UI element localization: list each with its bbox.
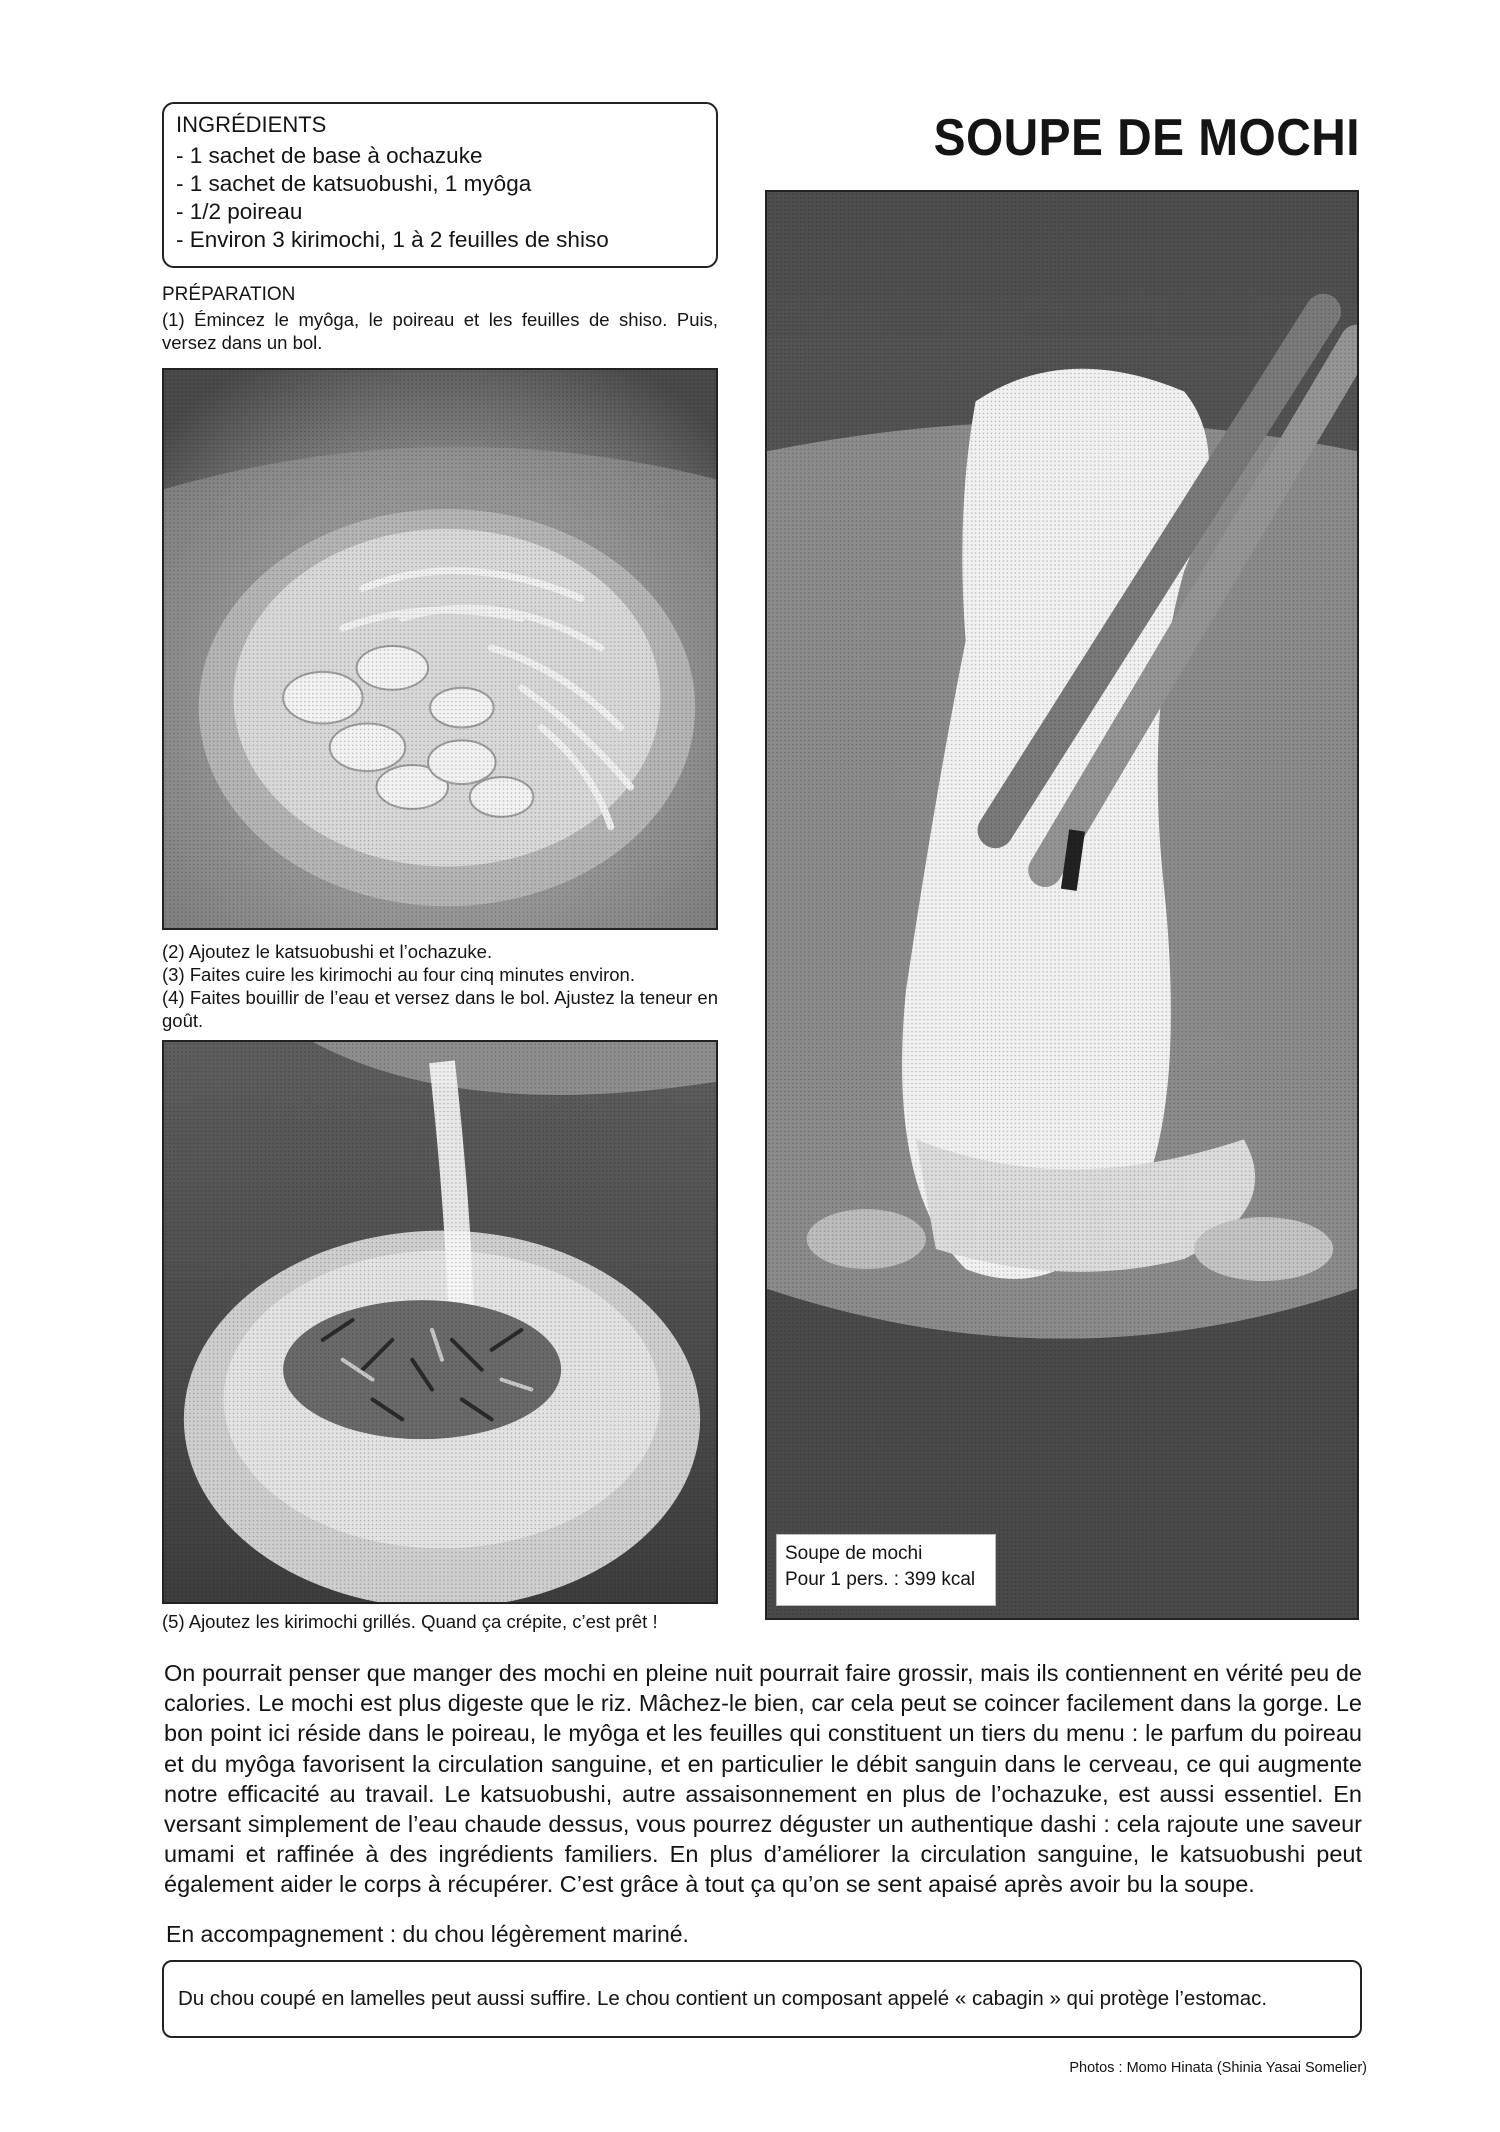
ingredients-list [176,142,704,254]
ingredients-box [162,102,718,268]
photo-credit: Photos : Momo Hinata (Shinia Yasai Somelier) [1069,2060,1367,2076]
step-2: (2) Ajoutez le katsuobushi et l’ochazuke. [162,941,493,962]
step-5: (5) Ajoutez les kirimochi grillés. Quand ça crépite, c’est prêt ! [162,1611,658,1632]
ingredient-item: - 1/2 poireau [176,198,704,226]
accompaniment-text: En accompagnement : du chou légèrement mariné. [166,1921,689,1947]
photo-caption [776,1534,996,1606]
ingredient-item: - 1 sachet de base à ochazuke [176,142,704,170]
tip-text: Du chou coupé en lamelles peut aussi suffire. Le chou contient un composant appelé « cabagin » qui protège l’estomac. [178,1987,1268,2010]
photo-pouring-water [162,1040,718,1604]
step-4: (4) Faites bouillir de l’eau et versez dans le bol. Ajustez la teneur en goût. [162,987,718,1031]
photo-mochi-soup [765,190,1359,1620]
caption-calories: Pour 1 pers. : 399 kcal [785,1569,976,1590]
ingredient-item: - Environ 3 kirimochi, 1 à 2 feuilles de shiso [176,226,704,254]
ingredients-heading: INGRÉDIENTS [176,112,327,137]
body-paragraph: On pourrait penser que manger des mochi en pleine nuit pourrait faire grossir, mais ils contiennent en vérité peu de calories. Le mochi est plus digeste que le riz. Mâchez-le bien, car cela peut se coincer facilement dans la gorge. Le bon point ici réside dans le poireau, le myôga et les feuilles qui constituent un tiers du menu : le parfum du poireau et du myôga favorisent la circulation sanguine, et en particulier le débit sanguin dans le cerveau, ce qui augmente notre efficacité au travail. Le katsuobushi, autre assaisonnement en plus de l’ochazuke, est aussi essentiel. En versant simplement de l’eau chaude dessus, vous pourrez déguster un authentique dashi : cela rajoute une saveur umami et raffinée à des ingrédients familiers. En plus d’améliorer la circulation sanguine, le katsuobushi peut également aider le corps à récupérer. C’est grâce à tout ça qu’on se sent apaisé après avoir bu la soupe. [164,1660,1362,1898]
steps-2-to-4 [162,940,718,1032]
photo-chopped-vegetables [162,368,718,930]
preparation-heading: PRÉPARATION [162,284,296,305]
ingredient-item: - 1 sachet de katsuobushi, 1 myôga [176,170,704,198]
step-3: (3) Faites cuire les kirimochi au four cinq minutes environ. [162,964,635,985]
page-title: SOUPE DE MOCHI [933,109,1360,167]
caption-title: Soupe de mochi [785,1543,923,1564]
step-1: (1) Émincez le myôga, le poireau et les feuilles de shiso. Puis, versez dans un bol. [162,309,718,353]
tip-box [162,1960,1362,2038]
